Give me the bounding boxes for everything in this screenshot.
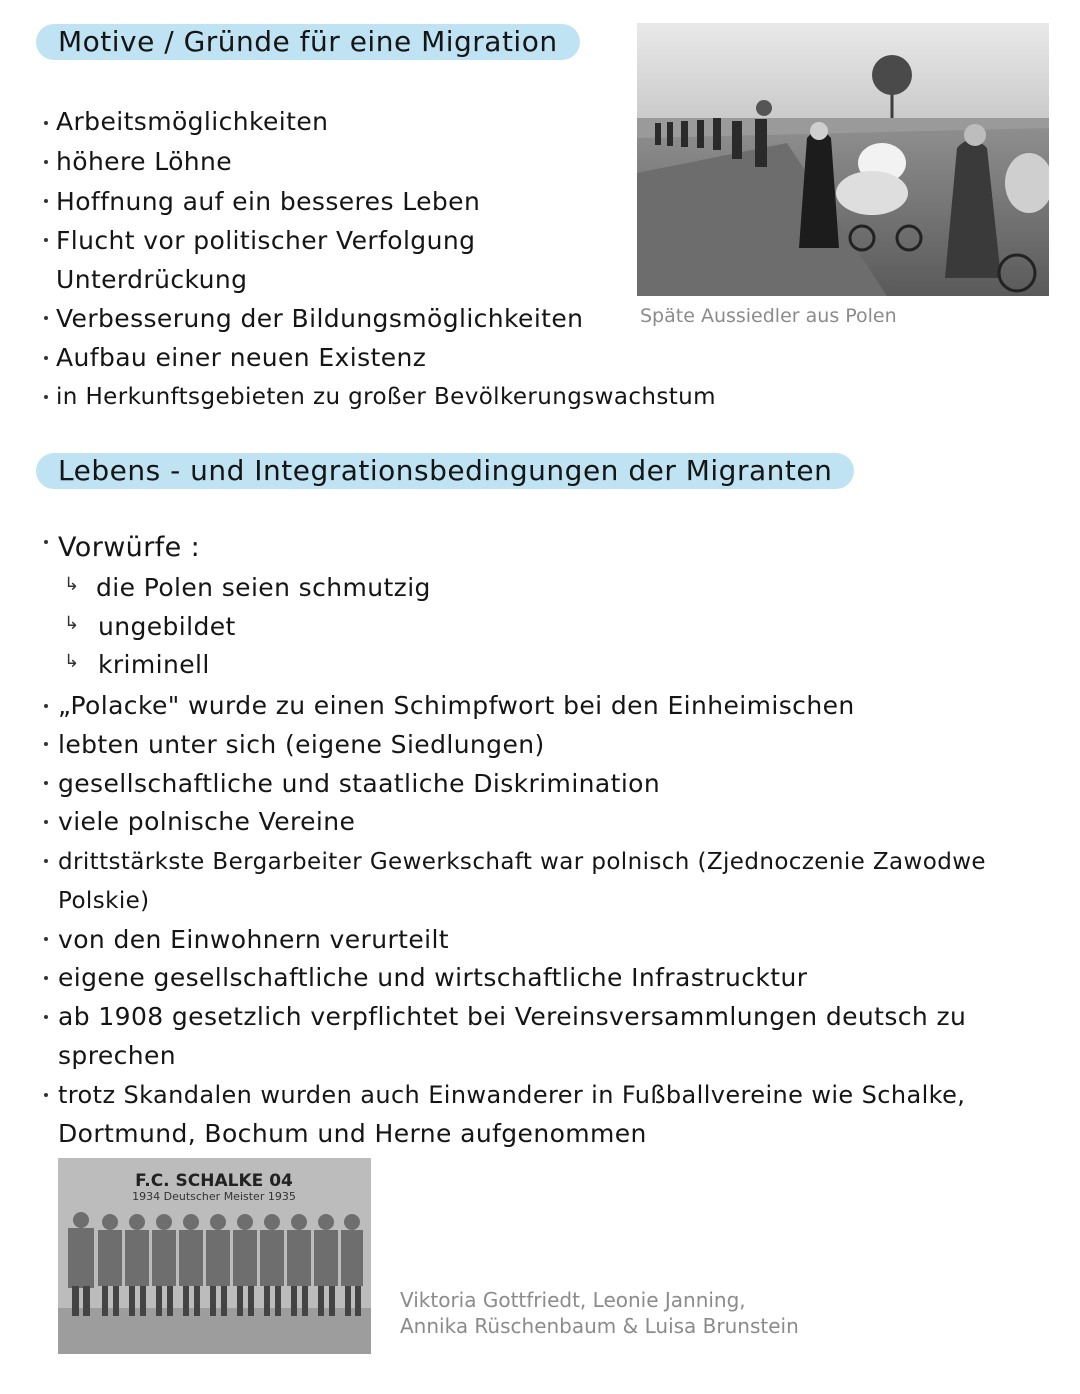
bullet — [44, 1093, 48, 1097]
photo-caption: Späte Aussiedler aus Polen — [640, 305, 897, 327]
integration-item-3: gesellschaftliche und staatliche Diskrimination — [58, 769, 661, 798]
bullet — [44, 781, 48, 785]
arrow-icon: ↳ — [64, 613, 80, 634]
schalke-team-illustration — [58, 1158, 371, 1354]
bullet — [44, 976, 48, 980]
bullet — [44, 160, 48, 164]
section-heading-integration: Lebens - und Integrationsbedingungen der Migranten — [36, 453, 854, 489]
bullet — [44, 937, 48, 941]
bullet — [44, 395, 48, 399]
bullet — [44, 820, 48, 824]
section-heading-motive: Motive / Gründe für eine Migration — [36, 24, 580, 60]
vorwuerfe-label: Vorwürfe : — [58, 532, 201, 563]
motive-item-6: Verbesserung der Bildungsmöglichkeiten — [56, 304, 584, 333]
bullet — [44, 316, 48, 320]
bullet — [44, 238, 48, 242]
integration-item-6: von den Einwohnern verurteilt — [58, 925, 450, 954]
bullet — [44, 540, 48, 544]
bullet — [44, 742, 48, 746]
motive-item-8: in Herkunftsgebieten zu großer Bevölkerungswachstum — [56, 384, 716, 410]
integration-item-2: lebten unter sich (eigene Siedlungen) — [58, 730, 545, 759]
motive-item-2: höhere Löhne — [56, 147, 233, 176]
bullet — [44, 859, 48, 863]
bullet — [44, 356, 48, 360]
motive-item-4: Flucht vor politischer Verfolgung — [56, 226, 476, 255]
motive-item-3: Hoffnung auf ein besseres Leben — [56, 187, 481, 216]
arrow-icon: ↳ — [64, 574, 80, 595]
bullet — [44, 1015, 48, 1019]
motive-item-1: Arbeitsmöglichkeiten — [56, 107, 329, 136]
integration-item-9-cont: Dortmund, Bochum und Herne aufgenommen — [58, 1119, 647, 1148]
bullet — [44, 704, 48, 708]
photo-subtitle: 1934 Deutscher Meister 1935 — [132, 1190, 296, 1203]
integration-item-1: „Polacke" wurde zu einen Schimpfwort bei den Einheimischen — [58, 691, 855, 720]
integration-item-5-cont: Polskie) — [58, 888, 150, 914]
integration-item-7: eigene gesellschaftliche und wirtschaftliche Infrastrucktur — [58, 963, 808, 992]
integration-item-8-cont: sprechen — [58, 1041, 177, 1070]
authors-line-1: Viktoria Gottfriedt, Leonie Janning, — [400, 1288, 746, 1312]
vorwurf-2: ungebildet — [98, 612, 236, 641]
bullet — [44, 121, 48, 125]
photo-schalke-team — [58, 1158, 371, 1354]
refugee-trek-illustration — [637, 23, 1049, 296]
bullet — [44, 199, 48, 203]
motive-item-7: Aufbau einer neuen Existenz — [56, 343, 427, 372]
arrow-icon: ↳ — [64, 651, 80, 672]
vorwurf-1: die Polen seien schmutzig — [96, 573, 431, 602]
integration-item-9: trotz Skandalen wurden auch Einwanderer in Fußballvereine wie Schalke, — [58, 1081, 966, 1109]
motive-item-5: Unterdrückung — [56, 265, 248, 294]
photo-title: F.C. SCHALKE 04 — [135, 1171, 293, 1191]
photo-late-resettlers — [637, 23, 1049, 296]
vorwurf-3: kriminell — [98, 650, 210, 679]
integration-item-4: viele polnische Vereine — [58, 807, 356, 836]
integration-item-8: ab 1908 gesetzlich verpflichtet bei Vereinsversammlungen deutsch zu — [58, 1002, 967, 1031]
authors-line-2: Annika Rüschenbaum & Luisa Brunstein — [400, 1314, 799, 1338]
integration-item-5: drittstärkste Bergarbeiter Gewerkschaft war polnisch (Zjednoczenie Zawodwe — [58, 849, 986, 875]
